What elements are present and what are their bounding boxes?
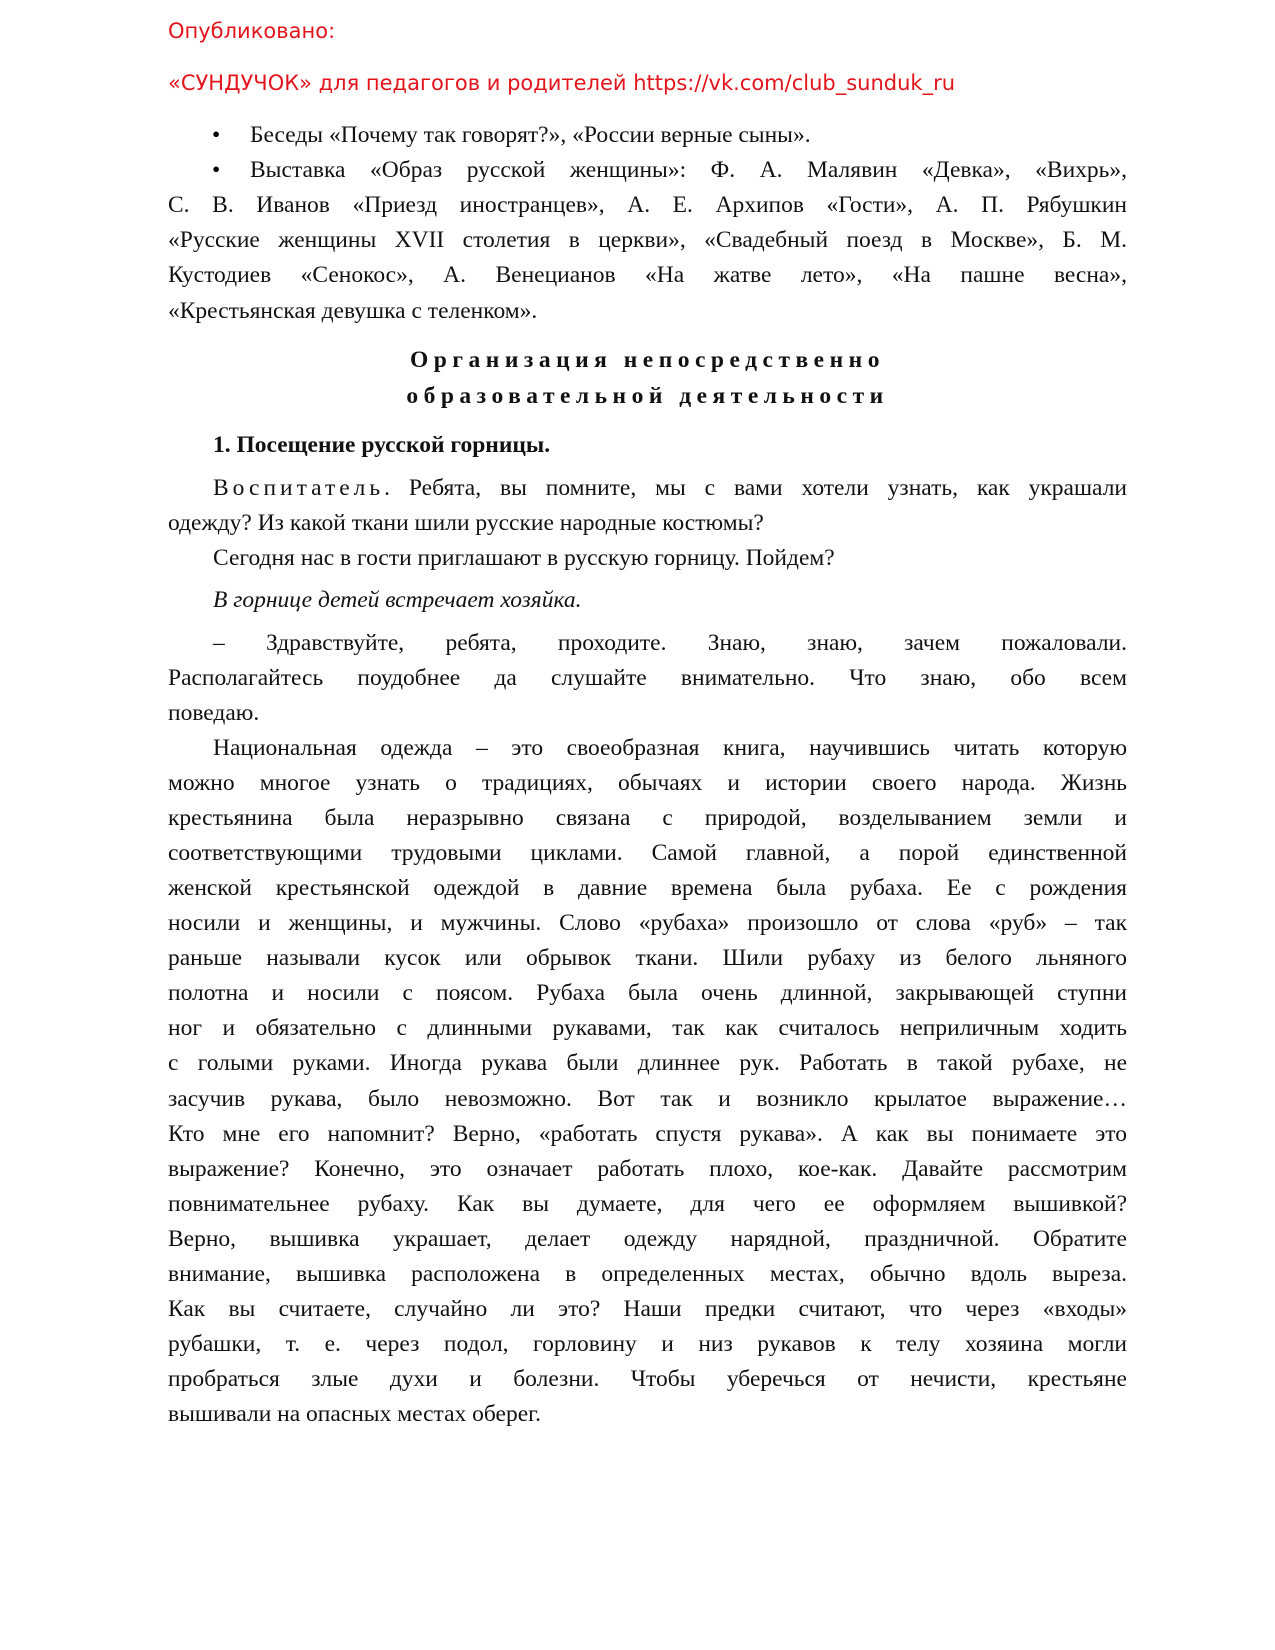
paragraph-line: Верно, вышивка украшает, делает одежду нарядной, праздничной. Обратите: [168, 1225, 1127, 1252]
paragraph-line: носили и женщины, и мужчины. Слово «рубаха» произошло от слова «руб» – так: [168, 910, 1127, 937]
paragraph-line: женской крестьянской одеждой в давние времена была рубаха. Ее с рождения: [168, 875, 1127, 902]
paragraph-line: Располагайтесь поудобнее да слушайте внимательно. Что знаю, обо всем: [168, 665, 1127, 692]
paragraph-line: Как вы считаете, случайно ли это? Наши предки считают, что через «входы»: [168, 1295, 1127, 1322]
paragraph-line: можно многое узнать о традициях, обычаях и истории своего народа. Жизнь: [168, 770, 1127, 797]
paragraph-line: полотна и носили с поясом. Рубаха была очень длинной, закрывающей ступни: [168, 980, 1127, 1007]
source-link[interactable]: «СУНДУЧОК» для педагогов и родителей https://vk.com/club_sunduk_ru: [168, 71, 956, 95]
bullet-text-line: Выставка «Образ русской женщины»: Ф. А. Малявин «Девка», «Вихрь»,: [250, 157, 1127, 183]
paragraph-line: с голыми руками. Иногда рукава были длиннее рук. Работать в такой рубахе, не: [168, 1050, 1127, 1077]
paragraph-line: засучив рукава, было невозможно. Вот так и возникло крылатое выражение…: [168, 1085, 1127, 1112]
paragraph-line: повнимательнее рубаху. Как вы думаете, для чего ее оформляем вышивкой?: [168, 1190, 1127, 1217]
paragraph-line: – Здравствуйте, ребята, проходите. Знаю, знаю, зачем пожаловали.: [213, 630, 1127, 656]
paragraph-line: раньше называли кусок или обрывок ткани. Шили рубаху из белого льняного: [168, 945, 1127, 972]
section-title-line-1: Организация непосредственно: [410, 347, 885, 373]
bullet-text-line: С. В. Иванов «Приезд иностранцев», А. Е. Архипов «Гости», А. П. Рябушкин: [168, 192, 1127, 218]
subsection-title: 1. Посещение русской горницы.: [213, 432, 551, 458]
paragraph-line: Кто мне его напомнит? Верно, «работать спустя рукава». А как вы понимаете это: [168, 1120, 1127, 1147]
bullet-text-line: «Русские женщины XVII столетия в церкви», «Свадебный поезд в Москве», Б. М.: [168, 227, 1127, 253]
paragraph-line: Национальная одежда – это своеобразная книга, научившись читать которую: [213, 735, 1127, 761]
paragraph-line: Сегодня нас в гости приглашают в русскую горницу. Пойдем?: [213, 545, 835, 571]
paragraph-line: вышивали на опасных местах оберег.: [168, 1400, 542, 1427]
paragraph-line: пробраться злые духи и болезни. Чтобы уберечься от нечисти, крестьяне: [168, 1365, 1127, 1392]
paragraph-text: . Ребята, вы помните, мы с вами хотели узнать, как украшали: [384, 475, 1127, 501]
paragraph-line: поведаю.: [168, 700, 260, 727]
paragraph-line: одежду? Из какой ткани шили русские народные костюмы?: [168, 510, 764, 537]
bullet-text-line: Кустодиев «Сенокос», А. Венецианов «На жатве лето», «На пашне весна»,: [168, 262, 1127, 288]
paragraph-line: рубашки, т. е. через подол, горловину и низ рукавов к телу хозяина могли: [168, 1330, 1127, 1357]
paragraph-line: выражение? Конечно, это означает работать плохо, кое-как. Давайте рассмотрим: [168, 1155, 1127, 1182]
bullet-text-line: «Крестьянская девушка с теленком».: [168, 298, 538, 324]
paragraph-line: ног и обязательно с длинными рукавами, так как считалось неприличным ходить: [168, 1015, 1127, 1042]
paragraph-line: соответствующими трудовыми циклами. Самой главной, а порой единственной: [168, 840, 1127, 867]
bullet-marker: •: [212, 157, 221, 183]
speaker-label: Воспитатель: [213, 475, 385, 501]
paragraph-line: крестьянина была неразрывно связана с природой, возделыванием земли и: [168, 805, 1127, 832]
paragraph-line: В горнице детей встречает хозяйка.: [213, 587, 582, 613]
bullet-marker: •: [212, 122, 221, 148]
section-title-line-2: образовательной деятельности: [406, 383, 889, 409]
bullet-text-line: Беседы «Почему так говорят?», «России верные сыны».: [250, 122, 811, 148]
published-label: Опубликовано:: [168, 19, 336, 43]
paragraph-line: [213, 471, 1127, 506]
paragraph-line: внимание, вышивка расположена в определенных местах, обычно вдоль выреза.: [168, 1260, 1127, 1287]
